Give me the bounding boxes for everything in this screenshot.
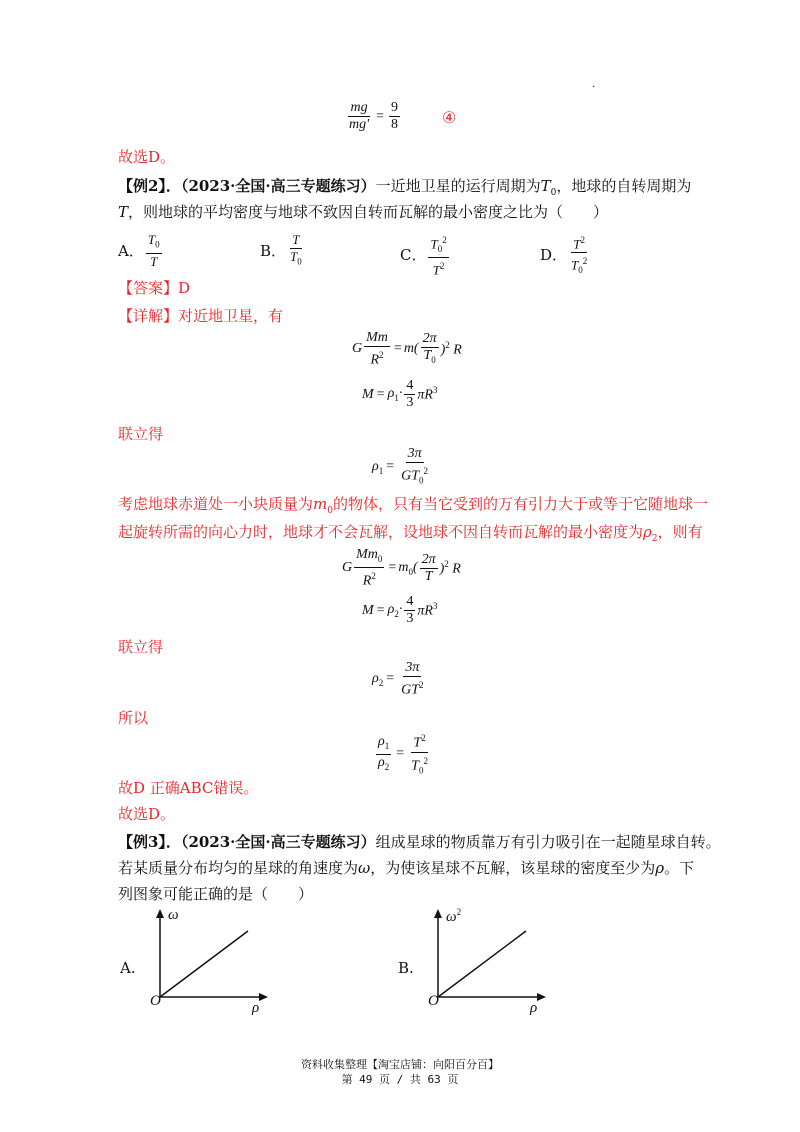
var-rho: ρ [655,859,665,877]
example-3-tag: 【例3】． [118,833,181,851]
conclusion-2: 故选D。 [118,805,176,823]
option-b-den: T [290,249,298,264]
example-3-line1 [118,831,721,853]
var-m0: m [313,495,328,513]
graph-b-y-sup: 2 [456,907,462,917]
option-d-den: T [571,257,579,273]
example-3-text-2a: 若某质量分布均匀的星球的角速度为 [118,859,359,877]
example-3-source: （2023·全国·高三专题练习） [180,833,376,851]
equation-4 [345,100,402,133]
option-a-num-sub: 0 [155,239,160,250]
combine-label-2: 联立得 [118,638,164,656]
example-2-text-2: ，则地球的平均密度与地球不致因自转而瓦解的最小密度之比为（ ） [128,203,609,221]
graph-a-origin: O [150,993,161,1009]
graph-b-y-symbol: ω [446,909,457,925]
graph-a-y-arrow [156,909,164,918]
example-2-tag: 【例2】． [118,177,181,195]
graph-b-line [438,931,526,997]
option-b-num: T [292,232,300,247]
consider-text-2b: ，则有 [657,523,703,541]
example-2-text: 一近地卫星的运行周期为 [375,177,541,195]
graph-a-x-arrow [259,993,268,1001]
var-rho2: ρ [643,523,652,541]
var-omega: ω [358,859,371,877]
answer-label: 【答案】D [118,279,191,297]
consider-text: 考虑地球赤道处一小块质量为 [118,495,314,513]
var-T0-sub: 0 [550,188,557,198]
example-2-line2 [118,201,608,223]
option-c-num-sup: 2 [442,235,447,245]
option-c[interactable] [400,232,451,278]
eq4-denominator: mg' [349,117,370,132]
equation-ratio: $\frac{\rho_1}{\rho_2}$ = $\frac{T^2}{T_0^2}$ [374,730,432,778]
option-d[interactable] [540,232,591,278]
equation-gravity-1: G $\frac{Mm}{R^2}$ = m( $\frac{2\pi}{T_0}$ )$^2$ R [352,330,462,368]
option-c-label: C． [400,246,427,265]
example-3-text-2b: ，为使该星球不瓦解，该星球的密度至少为 [370,859,656,877]
equation-rho2: $\rho_2$ = $\frac{3\pi}{GT^2}$ [372,660,424,698]
option-a-num: T [147,232,156,247]
equation-gravity-2: G $\frac{Mm_0}{R^2}$ = $m_0$( $\frac{2\pi}{T}$ )$^2$ R [342,547,461,589]
consider-text-2: 起旋转所需的向心力时，地球才不会瓦解，设地球不因自转而瓦解的最小密度为 [118,523,644,541]
var-rho2-sub: 2 [651,534,658,544]
page-number: 第 49 页 / 共 63 页 [341,1073,459,1086]
example-3-line3: 列图象可能正确的是（ ） [118,885,314,903]
graph-a-label[interactable]: A. [120,959,136,977]
option-b-label: B． [260,241,287,260]
equation-rho1: $\rho_1$ = $\frac{3\pi}{GT_0^2}$ [372,446,429,486]
example-2-source: （2023·全国·高三专题练习） [180,177,376,195]
graph-a-x-label: ρ [252,1000,260,1016]
example-2-text-b: ，地球的自转周期为 [556,177,692,195]
option-b-den-sub: 0 [297,256,302,267]
option-d-den-sub: 0 [578,265,583,276]
option-d-den-sup: 2 [582,256,588,267]
combine-label-1: 联立得 [118,425,164,443]
graph-a-line [160,931,248,997]
graph-b-origin: O [428,993,439,1009]
equation-marker: ④ [442,108,457,127]
option-c-den-sup: 2 [439,260,445,271]
graph-b-y-arrow [434,909,442,918]
eq4-equals: = [376,108,385,124]
consider-line-2 [118,521,703,550]
var-T0: T [540,177,551,195]
option-c-den: T [432,262,440,278]
option-a-label: A． [118,241,144,260]
page-mark-dot: · [592,82,596,93]
conclusion-1: 故选D。 [118,148,176,166]
var-T: T [118,203,129,221]
option-a[interactable] [118,232,164,270]
graph-b-y-label [446,907,461,926]
equation-mass-2: M = $\rho_2\cdot$ $\frac{4}{3}$ $\pi R^3$ [362,594,438,626]
option-d-label: D． [540,246,568,265]
eq4-num2: 9 [391,100,399,115]
graph-a-y-label: ω [168,907,179,923]
option-c-num-sub: 0 [437,243,443,254]
correct-statement: 故D 正确ABC错误。 [118,779,259,797]
eq4-den2: 8 [391,117,399,132]
option-b[interactable] [260,232,306,270]
consider-line-1 [118,493,708,522]
option-c-num: T [430,236,438,252]
detail-label: 【详解】对近地卫星，有 [118,307,284,325]
footer-source: 资料收集整理【淘宝店铺：向阳百分百】 [301,1058,499,1071]
example-3-text-2c: 。下 [664,859,695,877]
so-label: 所以 [118,709,149,727]
option-d-num: T [573,236,581,252]
example-2-line1 [118,175,691,204]
eq4-numerator: mg [350,100,368,115]
option-d-num-sup: 2 [580,235,586,245]
consider-text-b: 的物体，只有当它受到的万有引力大于或等于它随地球一 [332,495,708,513]
var-m0-sub: 0 [327,506,333,516]
graph-b-label[interactable]: B. [398,959,414,977]
graph-b-x-label: ρ [530,1000,538,1016]
graph-b-x-arrow [537,993,546,1001]
example-3-text: 组成星球的物质靠万有引力吸引在一起随星球自转。 [375,833,721,851]
example-3-line2 [118,857,694,879]
option-a-den: T [150,253,158,269]
equation-mass-1: M = $\rho_1\cdot$ $\frac{4}{3}$ $\pi R^3$ [362,378,438,410]
